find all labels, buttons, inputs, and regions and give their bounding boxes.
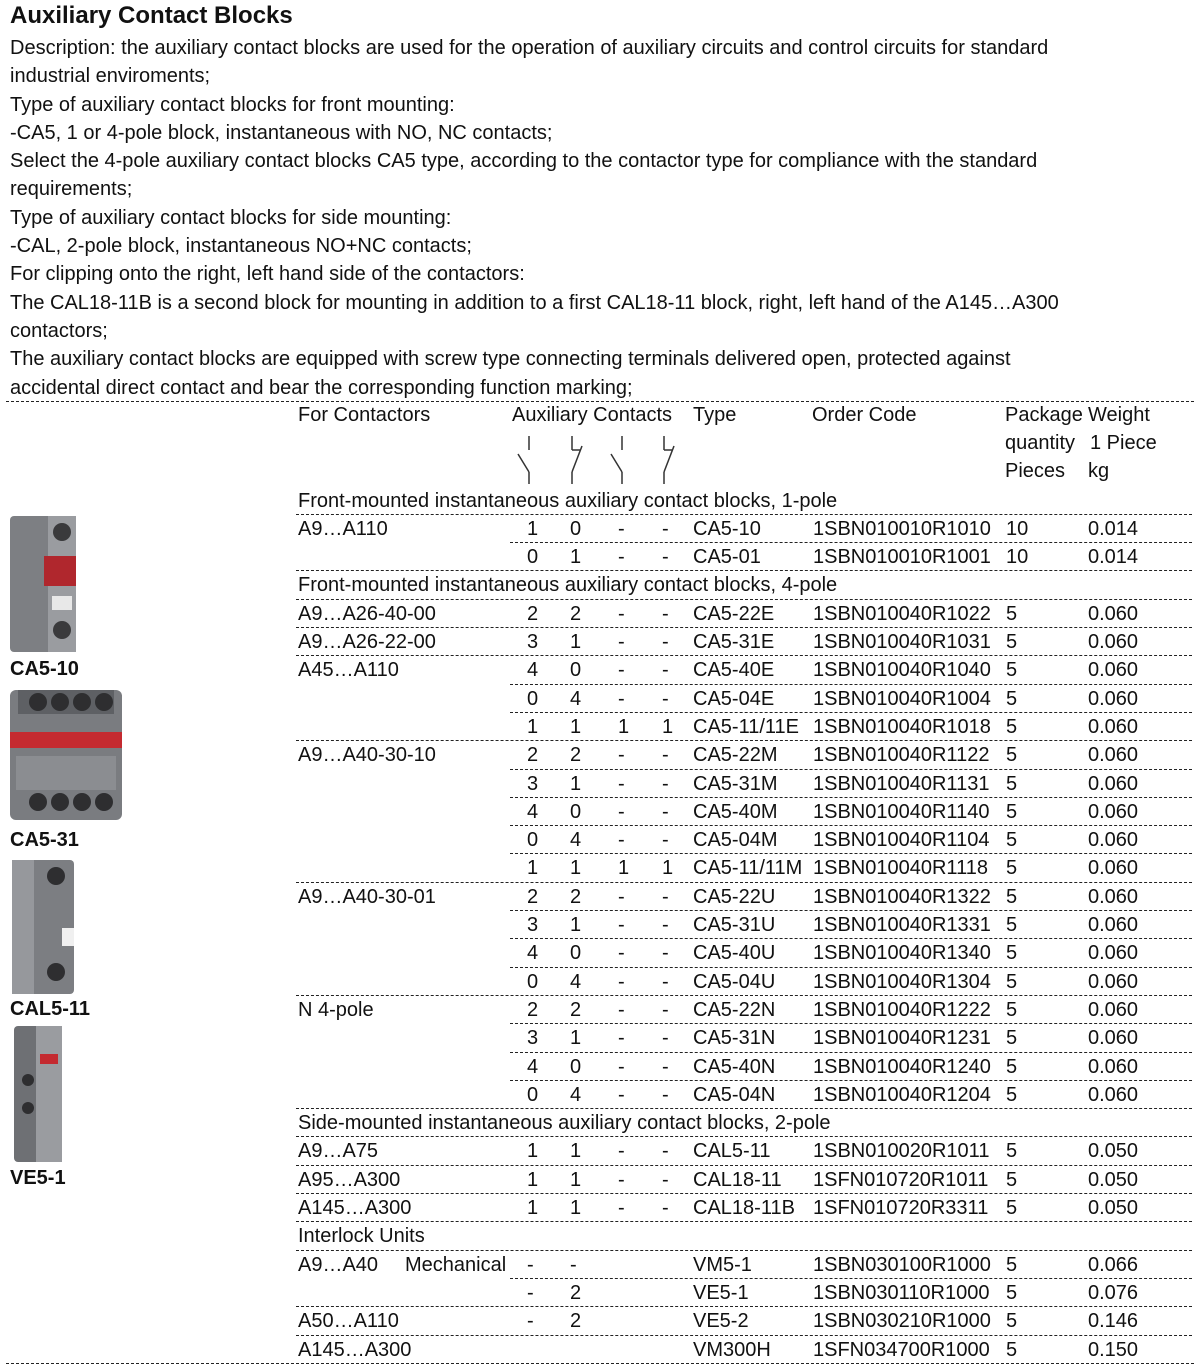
table-row	[0, 854, 1200, 882]
table-row	[0, 628, 1200, 656]
contact-3-cell: -	[618, 1197, 625, 1219]
contact-2-cell: 0	[570, 942, 582, 965]
contact-3-cell: -	[618, 687, 625, 710]
contact-4-cell: -	[662, 546, 669, 569]
section-header-row	[0, 571, 1200, 599]
no-delayed-contact-symbol-icon	[605, 436, 635, 486]
package-cell: 10	[1006, 517, 1029, 540]
weight-cell: 0.060	[1088, 857, 1139, 880]
order-code-cell: 1SBN030110R1000	[813, 1281, 990, 1304]
table-row	[0, 1024, 1200, 1052]
contact-2-cell: 0	[570, 1055, 582, 1078]
table-row	[0, 770, 1200, 798]
order-code-cell: 1SBN010040R1140	[813, 800, 990, 823]
contact-4-cell: -	[662, 970, 669, 993]
nc-contact-symbol-icon	[560, 436, 590, 486]
order-code-cell: 1SBN010040R1240	[813, 1055, 991, 1078]
order-code-cell: 1SFN010720R1011	[813, 1168, 989, 1191]
section-title: Side-mounted instantaneous auxiliary contact blocks, 2-pole	[298, 1112, 831, 1135]
table-row	[0, 798, 1200, 826]
contact-2-cell: 1	[570, 914, 582, 936]
weight-cell: 0.146	[1088, 1310, 1139, 1333]
weight-cell: 0.066	[1088, 1253, 1139, 1276]
package-cell: 5	[1006, 715, 1018, 738]
contact-2-cell: 1	[570, 772, 582, 795]
contact-3-cell: -	[618, 885, 625, 908]
weight-cell: 0.150	[1088, 1338, 1139, 1361]
header-order-code: Order Code	[812, 404, 917, 426]
contactor-cell: A9…A26-40-00	[298, 602, 436, 625]
weight-cell: 0.060	[1088, 800, 1139, 823]
type-cell: CA5-22E	[693, 602, 775, 625]
weight-cell: 0.060	[1088, 631, 1139, 653]
weight-cell: 0.050	[1088, 1197, 1139, 1219]
contact-3-cell: -	[618, 659, 625, 682]
contactor-cell: A95…A300	[298, 1168, 401, 1191]
table-row	[0, 1279, 1200, 1307]
package-cell: 5	[1006, 942, 1018, 965]
header-weight: Weight	[1088, 404, 1150, 426]
contact-1-cell: 3	[527, 631, 539, 653]
table-row	[0, 996, 1200, 1024]
contact-3-cell: -	[618, 829, 625, 852]
type-cell: CA5-31N	[693, 1027, 776, 1050]
contact-4-cell: -	[662, 942, 669, 965]
package-cell: 5	[1006, 1055, 1018, 1078]
contact-3-cell: -	[618, 1027, 625, 1050]
package-cell: 5	[1006, 772, 1018, 795]
package-cell: 5	[1006, 1338, 1018, 1361]
type-cell: VM5-1	[693, 1253, 752, 1276]
contactor-cell: A9…A110	[298, 517, 388, 540]
table-row	[0, 1194, 1200, 1222]
contact-3-cell: -	[618, 517, 625, 540]
order-code-cell: 1SBN010040R1231	[813, 1027, 991, 1050]
no-contact-symbol-icon	[512, 436, 542, 486]
contact-4-cell: -	[662, 659, 669, 682]
contact-1-cell: 0	[527, 829, 539, 852]
contactor-cell: A9…A40	[298, 1253, 379, 1276]
description-line: Type of auxiliary contact blocks for front mounting:	[10, 93, 455, 116]
contact-1-cell: 2	[527, 602, 539, 625]
description-line: The auxiliary contact blocks are equipped with screw type connecting terminals delivered open, protected against	[10, 348, 1011, 371]
contact-3-cell: -	[618, 1168, 625, 1191]
section-header-row	[0, 487, 1200, 515]
contact-4-cell: -	[662, 631, 669, 653]
contactor-note-cell: Mechanical	[405, 1253, 507, 1276]
table-row	[0, 543, 1200, 571]
description-line: -CAL, 2-pole block, instantaneous NO+NC contacts;	[10, 235, 472, 258]
contact-3-cell: -	[618, 970, 625, 993]
package-cell: 5	[1006, 914, 1018, 936]
description-line: The CAL18-11B is a second block for mounting in addition to a first CAL18-11 block, right, left hand of the A145…A300	[10, 291, 1059, 314]
package-cell: 5	[1006, 885, 1018, 908]
type-cell: CA5-22N	[693, 998, 776, 1021]
contactor-cell: A9…A75	[298, 1140, 379, 1163]
contact-2-cell: 4	[570, 687, 582, 710]
contact-4-cell: -	[662, 1140, 669, 1163]
contact-2-cell: 4	[570, 970, 582, 993]
type-cell: VM300H	[693, 1338, 771, 1361]
contact-3-cell: -	[618, 800, 625, 823]
type-cell: CA5-11/11E	[693, 715, 799, 738]
header-package: Pieces	[1005, 460, 1066, 482]
weight-cell: 0.060	[1088, 659, 1139, 682]
order-code-cell: 1SBN010040R1322	[813, 885, 991, 908]
contact-1-cell: 0	[527, 970, 539, 993]
contactor-cell: A145…A300	[298, 1197, 412, 1219]
weight-cell: 0.060	[1088, 829, 1139, 852]
contact-1-cell: 4	[527, 800, 539, 823]
contact-2-cell: -	[570, 1253, 577, 1276]
description-line: industrial enviroments;	[10, 65, 211, 88]
bottom-divider	[6, 1363, 1194, 1364]
contact-4-cell: -	[662, 1083, 669, 1106]
contact-3-cell: 1	[618, 715, 630, 738]
contact-4-cell: -	[662, 998, 669, 1021]
table-row	[0, 713, 1200, 741]
weight-cell: 0.060	[1088, 687, 1139, 710]
contact-1-cell: 3	[527, 1027, 539, 1050]
package-cell: 5	[1006, 800, 1018, 823]
weight-cell: 0.060	[1088, 1055, 1139, 1078]
header-aux-contacts: Auxiliary Contacts	[512, 404, 673, 426]
contact-4-cell: -	[662, 602, 669, 625]
section-header-row	[0, 1109, 1200, 1137]
contact-4-cell: 1	[662, 715, 674, 738]
contact-1-cell: 1	[527, 1140, 539, 1163]
order-code-cell: 1SBN010040R1122	[813, 744, 990, 767]
contact-3-cell: -	[618, 942, 625, 965]
order-code-cell: 1SBN010040R1340	[813, 942, 991, 965]
header-package: Package	[1005, 404, 1083, 426]
section-title: Front-mounted instantaneous auxiliary contact blocks, 1-pole	[298, 489, 838, 512]
contactor-cell: N 4-pole	[298, 998, 374, 1021]
weight-cell: 0.050	[1088, 1140, 1139, 1163]
order-code-cell: 1SFN010720R3311	[813, 1197, 989, 1219]
description-line: -CA5, 1 or 4-pole block, instantaneous with NO, NC contacts;	[10, 121, 553, 144]
contact-4-cell: -	[662, 914, 669, 936]
contactor-cell: A45…A110	[298, 659, 399, 682]
order-code-cell: 1SBN010040R1004	[813, 687, 991, 710]
section-header-row	[0, 1222, 1200, 1250]
contact-1-cell: 0	[527, 1083, 539, 1106]
order-code-cell: 1SBN010040R1022	[813, 602, 991, 625]
contact-2-cell: 0	[570, 517, 582, 540]
contact-4-cell: -	[662, 744, 669, 767]
weight-cell: 0.060	[1088, 1027, 1139, 1050]
contact-3-cell: -	[618, 631, 625, 653]
package-cell: 5	[1006, 744, 1018, 767]
contact-4-cell: -	[662, 1197, 669, 1219]
description	[10, 34, 1195, 402]
weight-cell: 0.060	[1088, 1083, 1139, 1106]
contact-4-cell: -	[662, 829, 669, 852]
type-cell: CA5-10	[693, 517, 761, 540]
table-row	[0, 1307, 1200, 1335]
contact-2-cell: 2	[570, 1310, 582, 1333]
type-cell: CA5-11/11M	[693, 857, 803, 880]
contact-3-cell: -	[618, 744, 625, 767]
description-line: accidental direct contact and bear the corresponding function marking;	[10, 376, 633, 399]
table-row	[0, 1336, 1200, 1364]
table-row	[0, 515, 1200, 543]
type-cell: CA5-04U	[693, 970, 776, 993]
section-title: Interlock Units	[298, 1225, 425, 1248]
package-cell: 5	[1006, 1140, 1018, 1163]
type-cell: CA5-01	[693, 546, 761, 569]
weight-cell: 0.060	[1088, 772, 1139, 795]
contact-3-cell: -	[618, 602, 625, 625]
table-row	[0, 1081, 1200, 1109]
contact-1-cell: 0	[527, 546, 539, 569]
table-row	[0, 600, 1200, 628]
type-cell: CA5-22U	[693, 885, 776, 908]
contact-2-cell: 1	[570, 857, 582, 880]
table-row	[0, 656, 1200, 684]
header-for-contactors: For Contactors	[298, 404, 431, 426]
order-code-cell: 1SBN010040R1031	[813, 631, 991, 653]
contact-4-cell: -	[662, 517, 669, 540]
description-line: requirements;	[10, 178, 133, 201]
type-cell: CA5-40U	[693, 942, 776, 965]
order-code-cell: 1SBN030210R1000	[813, 1310, 991, 1333]
type-cell: VE5-1	[693, 1281, 749, 1304]
order-code-cell: 1SBN010040R1018	[813, 715, 991, 738]
package-cell: 5	[1006, 1281, 1018, 1304]
contact-3-cell: -	[618, 998, 625, 1021]
type-cell: CA5-04N	[693, 1083, 776, 1106]
package-cell: 5	[1006, 857, 1018, 880]
order-code-cell: 1SBN010040R1304	[813, 970, 991, 993]
contactor-cell: A145…A300	[298, 1338, 412, 1361]
order-code-cell: 1SBN010040R1331	[813, 914, 991, 936]
contact-3-cell: -	[618, 1055, 625, 1078]
contact-2-cell: 1	[570, 1197, 582, 1219]
order-code-cell: 1SBN010040R1040	[813, 659, 991, 682]
contact-4-cell: 1	[662, 857, 674, 880]
description-line: Description: the auxiliary contact blocks are used for the operation of auxiliary circuits and control circuits for standard	[10, 37, 1049, 59]
contact-3-cell: -	[618, 546, 625, 569]
contact-2-cell: 1	[570, 1027, 582, 1050]
contactor-cell: A9…A26-22-00	[298, 631, 436, 653]
contact-2-cell: 2	[570, 1281, 582, 1304]
table-row	[0, 741, 1200, 769]
contact-2-cell: 1	[570, 631, 582, 653]
contact-3-cell: 1	[618, 857, 630, 880]
contact-3-cell: -	[618, 772, 625, 795]
type-cell: CA5-31M	[693, 772, 778, 795]
description-line: For clipping onto the right, left hand side of the contactors:	[10, 263, 525, 286]
weight-cell: 0.060	[1088, 970, 1139, 993]
table-row	[0, 883, 1200, 911]
weight-cell: 0.060	[1088, 942, 1139, 965]
section-title: Front-mounted instantaneous auxiliary contact blocks, 4-pole	[298, 574, 838, 597]
product-label: CAL5-11	[10, 998, 91, 1020]
package-cell: 5	[1006, 1310, 1018, 1333]
weight-cell: 0.014	[1088, 546, 1139, 569]
product-label: VE5-1	[10, 1167, 66, 1189]
contact-1-cell: -	[527, 1310, 534, 1333]
contact-2-cell: 4	[570, 829, 582, 852]
contact-4-cell: -	[662, 1027, 669, 1050]
contact-3-cell: -	[618, 914, 625, 936]
contact-1-cell: 1	[527, 715, 539, 738]
order-code-cell: 1SBN010040R1118	[813, 857, 988, 880]
package-cell: 5	[1006, 1083, 1018, 1106]
contact-1-cell: 0	[527, 687, 539, 710]
type-cell: CA5-22M	[693, 744, 778, 767]
package-cell: 5	[1006, 1197, 1018, 1219]
weight-cell: 0.060	[1088, 914, 1139, 936]
contact-1-cell: 1	[527, 857, 539, 880]
contact-2-cell: 2	[570, 744, 582, 767]
order-code-cell: 1SBN010040R1204	[813, 1083, 991, 1106]
contact-2-cell: 2	[570, 998, 582, 1021]
weight-cell: 0.076	[1088, 1281, 1139, 1304]
weight-cell: 0.060	[1088, 744, 1139, 767]
order-code-cell: 1SBN010040R1131	[813, 772, 990, 795]
package-cell: 5	[1006, 998, 1018, 1021]
package-cell: 5	[1006, 631, 1018, 653]
type-cell: CA5-31E	[693, 631, 775, 653]
type-cell: CA5-40E	[693, 659, 775, 682]
contact-1-cell: 1	[527, 1168, 539, 1191]
contact-2-cell: 2	[570, 602, 582, 625]
order-code-cell: 1SBN010010R1010	[813, 517, 991, 540]
package-cell: 5	[1006, 602, 1018, 625]
table-row	[0, 685, 1200, 713]
contact-1-cell: -	[527, 1281, 534, 1304]
package-cell: 5	[1006, 1027, 1018, 1050]
contact-1-cell: 1	[527, 517, 539, 540]
type-cell: CA5-04M	[693, 829, 778, 852]
order-code-cell: 1SBN030100R1000	[813, 1253, 991, 1276]
contact-3-cell: -	[618, 1140, 625, 1163]
package-cell: 5	[1006, 687, 1018, 710]
product-label: CA5-31	[10, 829, 79, 851]
table-row	[0, 826, 1200, 854]
contactor-cell: A9…A40-30-10	[298, 744, 436, 767]
package-cell: 5	[1006, 970, 1018, 993]
contact-2-cell: 0	[570, 800, 582, 823]
weight-cell: 0.060	[1088, 602, 1139, 625]
contact-1-cell: 1	[527, 1197, 539, 1219]
table-row	[0, 1053, 1200, 1081]
type-cell: CA5-04E	[693, 687, 775, 710]
contact-1-cell: 2	[527, 885, 539, 908]
contact-4-cell: -	[662, 772, 669, 795]
package-cell: 5	[1006, 829, 1018, 852]
type-cell: CA5-40M	[693, 800, 778, 823]
contact-1-cell: 4	[527, 1055, 539, 1078]
contact-1-cell: 2	[527, 998, 539, 1021]
type-cell: CAL18-11B	[693, 1197, 795, 1219]
weight-cell: 0.050	[1088, 1168, 1139, 1191]
contact-2-cell: 0	[570, 659, 582, 682]
order-code-cell: 1SBN010020R1011	[813, 1140, 990, 1163]
weight-cell: 0.060	[1088, 715, 1139, 738]
product-label: CA5-10	[10, 658, 79, 680]
type-cell: CAL5-11	[693, 1140, 771, 1163]
contact-2-cell: 1	[570, 546, 582, 569]
weight-cell: 0.060	[1088, 998, 1139, 1021]
contact-4-cell: -	[662, 885, 669, 908]
order-code-cell: 1SBN010040R1104	[813, 829, 990, 852]
table-row	[0, 939, 1200, 967]
table-row	[0, 911, 1200, 939]
contact-1-cell: -	[527, 1253, 534, 1276]
nc-delayed-contact-symbol-icon	[652, 436, 682, 486]
type-cell: CA5-31U	[693, 914, 776, 936]
description-line: Select the 4-pole auxiliary contact blocks CA5 type, according to the contactor type for compliance with the standard	[10, 150, 1038, 173]
table-row	[0, 1251, 1200, 1279]
contact-2-cell: 1	[570, 715, 582, 738]
header-type: Type	[693, 404, 737, 426]
table-row	[0, 968, 1200, 996]
contact-4-cell: -	[662, 1055, 669, 1078]
type-cell: VE5-2	[693, 1310, 749, 1333]
package-cell: 5	[1006, 659, 1018, 682]
type-cell: CA5-40N	[693, 1055, 776, 1078]
table-row	[0, 1137, 1200, 1165]
contact-2-cell: 1	[570, 1140, 582, 1163]
contact-2-cell: 2	[570, 885, 582, 908]
weight-cell: 0.014	[1088, 517, 1139, 540]
contact-4-cell: -	[662, 800, 669, 823]
contactor-cell: A50…A110	[298, 1310, 399, 1333]
table-row	[0, 1166, 1200, 1194]
contact-2-cell: 1	[570, 1168, 582, 1191]
package-cell: 5	[1006, 1253, 1018, 1276]
page-title: Auxiliary Contact Blocks	[10, 2, 293, 29]
header-package: quantity	[1005, 432, 1076, 454]
contact-1-cell: 4	[527, 659, 539, 682]
contact-1-cell: 4	[527, 942, 539, 965]
contact-1-cell: 3	[527, 772, 539, 795]
header-weight: 1 Piece	[1090, 432, 1157, 454]
package-cell: 10	[1006, 546, 1029, 569]
header-weight: kg	[1088, 460, 1110, 482]
contact-2-cell: 4	[570, 1083, 582, 1106]
contact-3-cell: -	[618, 1083, 625, 1106]
description-line: contactors;	[10, 319, 108, 342]
type-cell: CAL18-11	[693, 1168, 782, 1191]
package-cell: 5	[1006, 1168, 1018, 1191]
order-code-cell: 1SBN010040R1222	[813, 998, 991, 1021]
weight-cell: 0.060	[1088, 885, 1139, 908]
order-code-cell: 1SBN010010R1001	[813, 546, 991, 569]
order-code-cell: 1SFN034700R1000	[813, 1338, 990, 1361]
description-line: Type of auxiliary contact blocks for side mounting:	[10, 206, 452, 229]
contact-4-cell: -	[662, 687, 669, 710]
contact-1-cell: 3	[527, 914, 539, 936]
contact-1-cell: 2	[527, 744, 539, 767]
contactor-cell: A9…A40-30-01	[298, 885, 436, 908]
contact-4-cell: -	[662, 1168, 669, 1191]
